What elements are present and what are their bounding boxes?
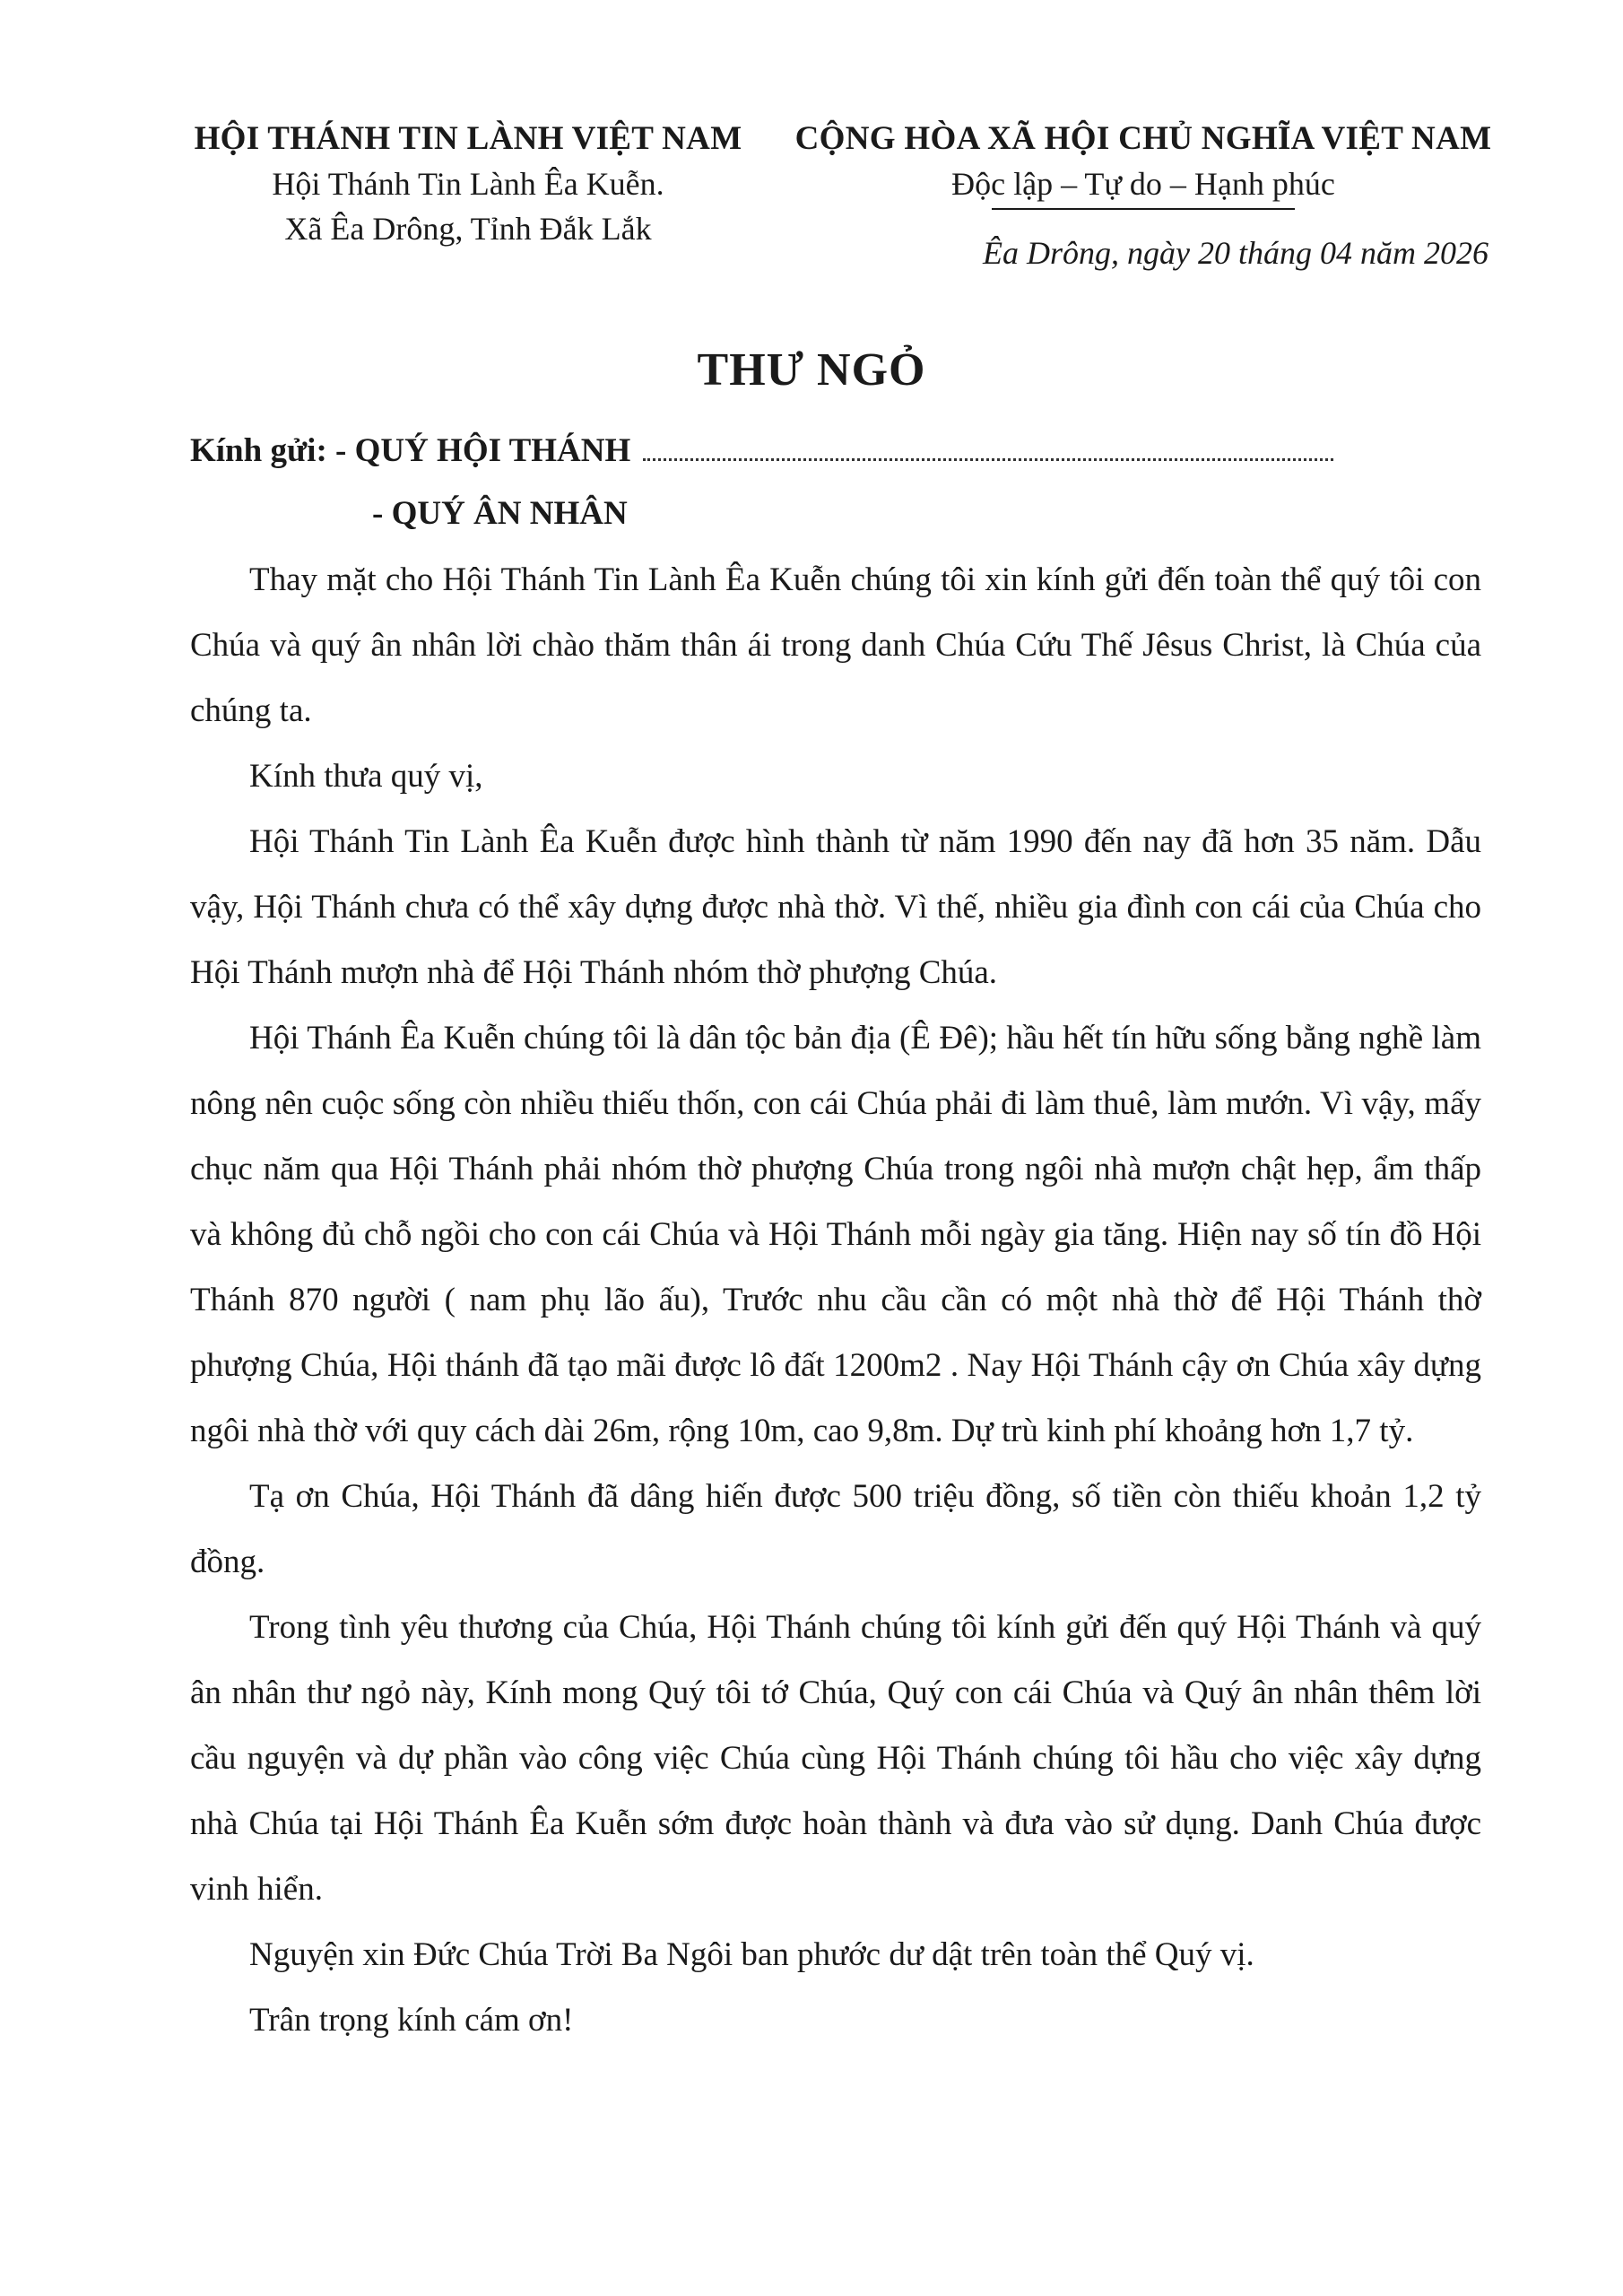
org-name: HỘI THÁNH TIN LÀNH VIỆT NAM bbox=[194, 120, 742, 157]
national-motto: Độc lập – Tự do – Hạnh phúc bbox=[951, 166, 1335, 202]
paragraph-greeting: Thay mặt cho Hội Thánh Tin Lành Êa Kuễn chúng tôi xin kính gửi đến toàn thể quý tôi con Chúa và quý ân nhân lời chào thăm thân ái trong danh Chúa Cứu Thế Jêsus Christ, là Chúa của chúng ta. bbox=[190, 561, 1481, 729]
national-header bbox=[789, 117, 1497, 210]
paragraph-blessing: Nguyện xin Đức Chúa Trời Ba Ngôi ban phước dư dật trên toàn thể Quý vị. bbox=[249, 1936, 1254, 1973]
motto-underline bbox=[992, 208, 1295, 210]
recipient-row-1 bbox=[190, 420, 1481, 483]
country-name: CỘNG HÒA XÃ HỘI CHỦ NGHĨA VIỆT NAM bbox=[794, 120, 1492, 157]
recipients-block bbox=[190, 420, 1481, 545]
letter-title: THƯ NGỎ bbox=[697, 344, 926, 396]
recipient-row-2: - QUÝ ÂN NHÂN bbox=[372, 495, 628, 532]
dotted-fill-line bbox=[643, 446, 1333, 461]
date-line: Êa Drông, ngày 20 tháng 04 năm 2026 bbox=[983, 235, 1488, 271]
letter-body bbox=[190, 547, 1481, 2053]
church-location: Xã Êa Drông, Tỉnh Đắk Lắk bbox=[284, 211, 652, 247]
paragraph-situation: Hội Thánh Êa Kuễn chúng tôi là dân tộc bản địa (Ê Đê); hầu hết tín hữu sống bằng nghề làm nông nên cuộc sống còn nhiều thiếu thốn, con cái Chúa phải đi làm thuê, làm mướn. Vì vậy, mấy chục năm qua Hội Thánh phải nhóm thờ phượng Chúa trong ngôi nhà mượn chật hẹp, ẩm thấp và không đủ chỗ ngồi cho con cái Chúa và Hội Thánh mỗi ngày gia tăng. Hiện nay số tín đồ Hội Thánh 870 người ( nam phụ lão ấu), Trước nhu cầu cần có một nhà thờ để Hội Thánh thờ phượng Chúa, Hội thánh đã tạo mãi được lô đất 1200m2 . Nay Hội Thánh cậy ơn Chúa xây dựng ngôi nhà thờ với quy cách dài 26m, rộng 10m, cao 9,8m. Dự trù kinh phí khoảng hơn 1,7 tỷ. bbox=[190, 1020, 1481, 1449]
paragraph-funding: Tạ ơn Chúa, Hội Thánh đã dâng hiến được 500 triệu đồng, số tiền còn thiếu khoản 1,2 tỷ đồng. bbox=[190, 1478, 1481, 1580]
paragraph-closing: Trân trọng kính cám ơn! bbox=[249, 2002, 574, 2039]
paragraph-history: Hội Thánh Tin Lành Êa Kuễn được hình thành từ năm 1990 đến nay đã hơn 35 năm. Dẫu vậy, Hội Thánh chưa có thể xây dựng được nhà thờ. Vì thế, nhiều gia đình con cái của Chúa cho Hội Thánh mượn nhà để Hội Thánh nhóm thờ phượng Chúa. bbox=[190, 823, 1481, 991]
sender-header bbox=[190, 117, 746, 251]
recipient-label: Kính gửi: - QUÝ HỘI THÁNH bbox=[190, 432, 631, 469]
paragraph-salutation: Kính thưa quý vị, bbox=[249, 758, 483, 795]
church-name: Hội Thánh Tin Lành Êa Kuễn. bbox=[272, 166, 664, 202]
paragraph-appeal: Trong tình yêu thương của Chúa, Hội Thánh chúng tôi kính gửi đến quý Hội Thánh và quý ân nhân thư ngỏ này, Kính mong Quý tôi tớ Chúa, Quý con cái Chúa và Quý ân nhân thêm lời cầu nguyện và dự phần vào công việc Chúa cùng Hội Thánh chúng tôi hầu cho việc xây dựng nhà Chúa tại Hội Thánh Êa Kuễn sớm được hoàn thành và đưa vào sử dụng. Danh Chúa được vinh hiển. bbox=[190, 1609, 1481, 1908]
